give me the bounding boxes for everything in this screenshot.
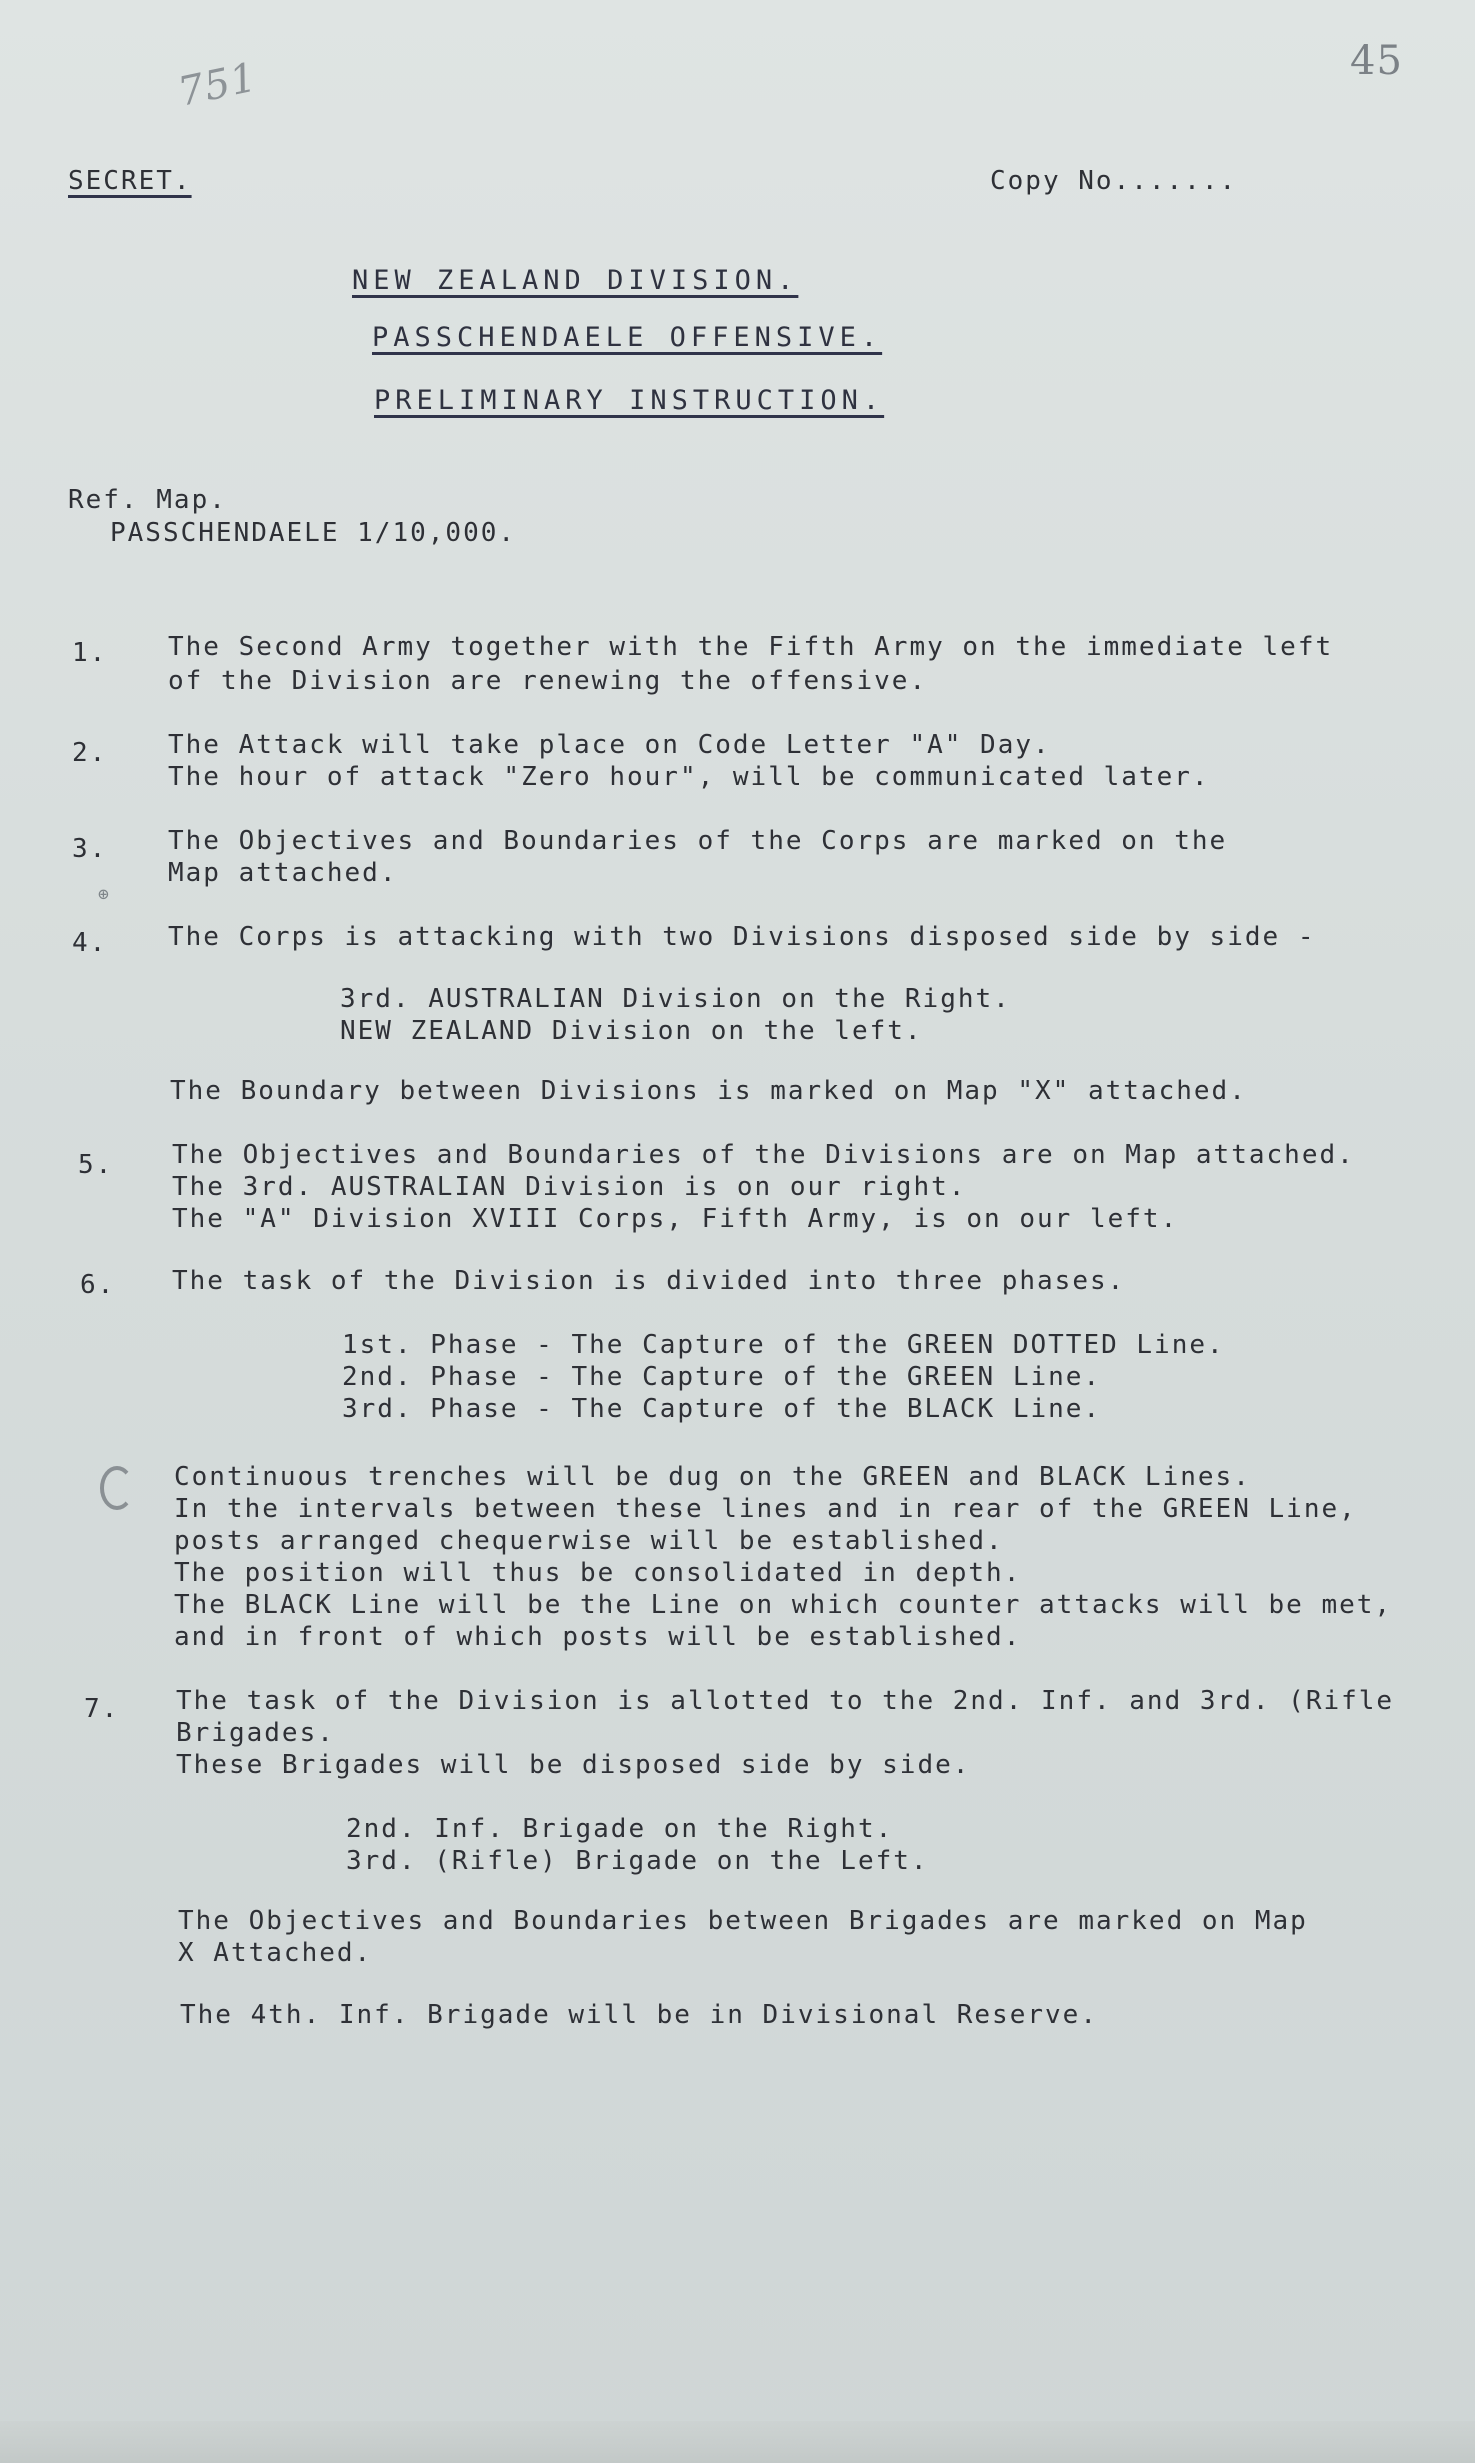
document-title-line-3: PRELIMINARY INSTRUCTION. bbox=[374, 385, 885, 416]
paragraph-3-number: 3. bbox=[72, 834, 108, 864]
paragraph-5-line-3: The "A" Division XVIII Corps, Fifth Army, is on our left. bbox=[172, 1204, 1179, 1234]
paragraph-1-line-2: of the Division are renewing the offensive. bbox=[168, 666, 928, 696]
brigade-objectives-line-2: X Attached. bbox=[178, 1938, 373, 1968]
phase-3: 3rd. Phase - The Capture of the BLACK Line. bbox=[342, 1394, 1102, 1424]
paragraph-7-line-2: Brigades. bbox=[176, 1718, 335, 1748]
reference-map-label: Ref. Map. bbox=[68, 485, 227, 515]
paragraph-2-number: 2. bbox=[72, 738, 108, 768]
paragraph-6-line-1: The task of the Division is divided into three phases. bbox=[172, 1266, 1126, 1296]
reference-map-name: PASSCHENDAELE 1/10,000. bbox=[110, 518, 517, 548]
paragraph-4-number: 4. bbox=[72, 928, 108, 958]
page-bottom-edge bbox=[0, 2421, 1475, 2463]
paragraph-2-line-2: The hour of attack "Zero hour", will be communicated later. bbox=[168, 762, 1210, 792]
copy-number-label: Copy No....... bbox=[990, 166, 1238, 196]
paragraph-5-line-2: The 3rd. AUSTRALIAN Division is on our right. bbox=[172, 1172, 967, 1202]
paragraph-5-line-1: The Objectives and Boundaries of the Divisions are on Map attached. bbox=[172, 1140, 1355, 1170]
pencil-annotation-number: 751 bbox=[174, 54, 262, 116]
paragraph-5-number: 5. bbox=[78, 1150, 114, 1180]
paragraph-3-line-2: Map attached. bbox=[168, 858, 398, 888]
paragraph-4-division-right: 3rd. AUSTRALIAN Division on the Right. bbox=[340, 984, 1011, 1014]
page-number: 45 bbox=[1350, 38, 1403, 84]
margin-pencil-mark: ⊕ bbox=[98, 884, 109, 905]
consolidation-line-5: The BLACK Line will be the Line on which counter attacks will be met, bbox=[174, 1590, 1393, 1620]
consolidation-line-3: posts arranged chequerwise will be established. bbox=[174, 1526, 1004, 1556]
paragraph-7-line-1: The task of the Division is allotted to the 2nd. Inf. and 3rd. (Rifle bbox=[176, 1686, 1395, 1716]
document-title-line-2: PASSCHENDAELE OFFENSIVE. bbox=[372, 322, 883, 353]
brigade-objectives-line-1: The Objectives and Boundaries between Brigades are marked on Map bbox=[178, 1906, 1308, 1936]
consolidation-line-1: Continuous trenches will be dug on the GREEN and BLACK Lines. bbox=[174, 1462, 1251, 1492]
phase-2: 2nd. Phase - The Capture of the GREEN Line. bbox=[342, 1362, 1102, 1392]
brigade-left: 3rd. (Rifle) Brigade on the Left. bbox=[346, 1846, 929, 1876]
paragraph-4-line-1: The Corps is attacking with two Divisions disposed side by side - bbox=[168, 922, 1316, 952]
paragraph-1-number: 1. bbox=[72, 638, 108, 668]
paragraph-3-line-1: The Objectives and Boundaries of the Corps are marked on the bbox=[168, 826, 1228, 856]
paragraph-7-number: 7. bbox=[84, 1694, 120, 1724]
paragraph-7-line-3: These Brigades will be disposed side by side. bbox=[176, 1750, 971, 1780]
consolidation-line-6: and in front of which posts will be established. bbox=[174, 1622, 1022, 1652]
margin-circle-mark bbox=[100, 1466, 134, 1510]
phase-1: 1st. Phase - The Capture of the GREEN DOTTED Line. bbox=[342, 1330, 1225, 1360]
brigade-right: 2nd. Inf. Brigade on the Right. bbox=[346, 1814, 894, 1844]
classification-label: SECRET. bbox=[68, 166, 192, 196]
paragraph-1-line-1: The Second Army together with the Fifth Army on the immediate left bbox=[168, 632, 1334, 662]
paragraph-4-boundary: The Boundary between Divisions is marked on Map "X" attached. bbox=[170, 1076, 1247, 1106]
consolidation-line-2: In the intervals between these lines and in rear of the GREEN Line, bbox=[174, 1494, 1357, 1524]
paragraph-2-line-1: The Attack will take place on Code Letter "A" Day. bbox=[168, 730, 1051, 760]
paragraph-6-number: 6. bbox=[80, 1270, 116, 1300]
divisional-reserve-line: The 4th. Inf. Brigade will be in Divisional Reserve. bbox=[180, 2000, 1098, 2030]
consolidation-line-4: The position will thus be consolidated in depth. bbox=[174, 1558, 1022, 1588]
document-title-line-1: NEW ZEALAND DIVISION. bbox=[352, 265, 799, 296]
paragraph-4-division-left: NEW ZEALAND Division on the left. bbox=[340, 1016, 923, 1046]
